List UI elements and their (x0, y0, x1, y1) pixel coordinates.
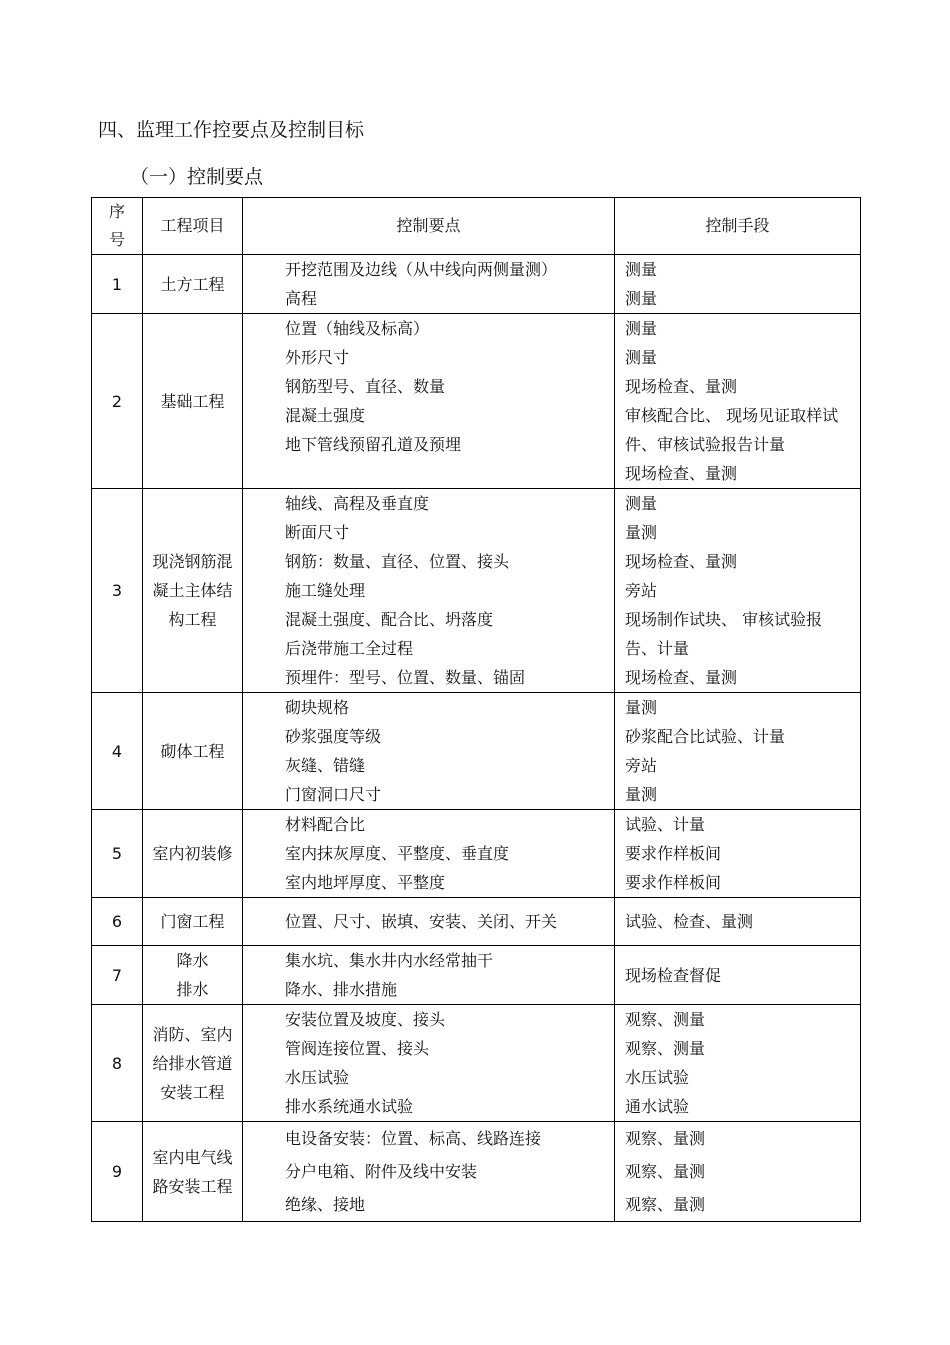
row-means (615, 1005, 861, 1122)
table-row (92, 314, 861, 489)
row-means (615, 1122, 861, 1222)
means-line: 测量 (625, 348, 658, 367)
means-line: 观察、测量 (625, 1039, 706, 1058)
means-line: 量测 (625, 698, 658, 717)
point-line: 地下管线预留孔道及预埋 (285, 435, 462, 454)
means-line: 通水试验 (625, 1097, 690, 1116)
row-number: 2 (92, 314, 143, 489)
point-line: 高程 (285, 289, 318, 308)
header-item: 工程项目 (143, 198, 243, 255)
means-line: 测量 (625, 260, 658, 279)
row-points (243, 255, 615, 314)
point-line: 砌块规格 (285, 698, 350, 717)
point-line: 门窗洞口尺寸 (285, 785, 382, 804)
means-line: 测量 (625, 319, 658, 338)
row-points (243, 693, 615, 810)
point-line: 混凝土强度、配合比、坍落度 (285, 610, 494, 629)
point-line: 后浇带施工全过程 (285, 639, 414, 658)
row-item: 室内电气线路安装工程 (143, 1122, 243, 1222)
point-line: 水压试验 (285, 1068, 350, 1087)
row-means (615, 489, 861, 693)
means-line: 现场检查、量测 (625, 668, 738, 687)
table-row (92, 1122, 861, 1222)
table-row (92, 693, 861, 810)
row-item: 土方工程 (143, 255, 243, 314)
row-points (243, 314, 615, 489)
row-item: 门窗工程 (143, 898, 243, 946)
row-points (243, 1122, 615, 1222)
point-line: 钢筋型号、直径、数量 (285, 377, 446, 396)
row-means (615, 946, 861, 1005)
row-number: 6 (92, 898, 143, 946)
means-line: 测量 (625, 289, 658, 308)
row-number: 1 (92, 255, 143, 314)
means-line: 旁站 (625, 756, 658, 775)
table-row (92, 489, 861, 693)
point-line: 位置、尺寸、嵌填、安装、关闭、开关 (285, 912, 558, 931)
row-item: 基础工程 (143, 314, 243, 489)
point-line: 外形尺寸 (285, 348, 350, 367)
row-number: 4 (92, 693, 143, 810)
table-row (92, 255, 861, 314)
table-row (92, 1005, 861, 1122)
row-points (243, 946, 615, 1005)
point-line: 电设备安装：位置、标高、线路连接 (285, 1129, 542, 1148)
row-item: 现浇钢筋混凝土主体结构工程 (143, 489, 243, 693)
row-number: 5 (92, 810, 143, 898)
means-line: 测量 (625, 494, 658, 513)
header-means: 控制手段 (615, 198, 861, 255)
point-line: 绝缘、接地 (285, 1195, 366, 1214)
row-item: 室内初装修 (143, 810, 243, 898)
point-line: 室内抹灰厚度、平整度、垂直度 (285, 844, 510, 863)
means-line: 要求作样板间 (625, 873, 722, 892)
means-line: 量测 (625, 523, 658, 542)
means-line: 观察、测量 (625, 1010, 706, 1029)
point-line: 断面尺寸 (285, 523, 350, 542)
row-means (615, 255, 861, 314)
subsection-heading: （一）控制要点 (130, 166, 264, 188)
point-line: 钢筋：数量、直径、位置、接头 (285, 552, 510, 571)
point-line: 施工缝处理 (285, 581, 366, 600)
means-line: 审核配合比、 现场见证取样试件、审核试验报告计量 (625, 406, 839, 454)
means-line: 量测 (625, 785, 658, 804)
point-line: 开挖范围及边线（从中线向两侧量测） (285, 260, 558, 279)
row-means (615, 314, 861, 489)
row-points (243, 898, 615, 946)
row-item: 砌体工程 (143, 693, 243, 810)
means-line: 旁站 (625, 581, 658, 600)
row-means (615, 810, 861, 898)
means-line: 观察、量测 (625, 1195, 706, 1214)
row-number: 8 (92, 1005, 143, 1122)
point-line: 轴线、高程及垂直度 (285, 494, 430, 513)
row-points (243, 1005, 615, 1122)
point-line: 室内地坪厚度、平整度 (285, 873, 446, 892)
table-row (92, 810, 861, 898)
means-line: 现场检查、量测 (625, 464, 738, 483)
row-number: 7 (92, 946, 143, 1005)
control-points-table (91, 197, 861, 1222)
header-points: 控制要点 (243, 198, 615, 255)
means-line: 试验、检查、量测 (625, 912, 754, 931)
means-line: 水压试验 (625, 1068, 690, 1087)
point-line: 集水坑、集水井内水经常抽干 (285, 951, 494, 970)
table-header-row (92, 198, 861, 255)
point-line: 位置（轴线及标高） (285, 319, 430, 338)
means-line: 观察、量测 (625, 1129, 706, 1148)
header-no: 序号 (92, 198, 143, 255)
means-line: 现场检查督促 (625, 965, 722, 985)
table-row (92, 898, 861, 946)
row-number: 9 (92, 1122, 143, 1222)
row-means (615, 693, 861, 810)
row-points (243, 489, 615, 693)
point-line: 分户电箱、附件及线中安装 (285, 1162, 478, 1181)
point-line: 预埋件：型号、位置、数量、锚固 (285, 668, 526, 687)
means-line: 现场制作试块、 审核试验报告、计量 (625, 610, 823, 658)
point-line: 混凝土强度 (285, 406, 366, 425)
row-item: 降水排水 (143, 946, 243, 1005)
row-number: 3 (92, 489, 143, 693)
means-line: 观察、量测 (625, 1162, 706, 1181)
table-row (92, 946, 861, 1005)
row-item: 消防、室内给排水管道安装工程 (143, 1005, 243, 1122)
row-points (243, 810, 615, 898)
means-line: 砂浆配合比试验、计量 (625, 727, 786, 746)
means-line: 要求作样板间 (625, 844, 722, 863)
section-heading: 四、监理工作控要点及控制目标 (98, 119, 365, 141)
point-line: 安装位置及坡度、接头 (285, 1010, 446, 1029)
point-line: 排水系统通水试验 (285, 1097, 414, 1116)
point-line: 材料配合比 (285, 815, 366, 834)
point-line: 砂浆强度等级 (285, 727, 382, 746)
point-line: 灰缝、错缝 (285, 756, 366, 775)
point-line: 管阀连接位置、接头 (285, 1039, 430, 1058)
means-line: 现场检查、量测 (625, 552, 738, 571)
means-line: 现场检查、量测 (625, 377, 738, 396)
row-means (615, 898, 861, 946)
means-line: 试验、计量 (625, 815, 706, 834)
point-line: 降水、排水措施 (285, 980, 398, 999)
